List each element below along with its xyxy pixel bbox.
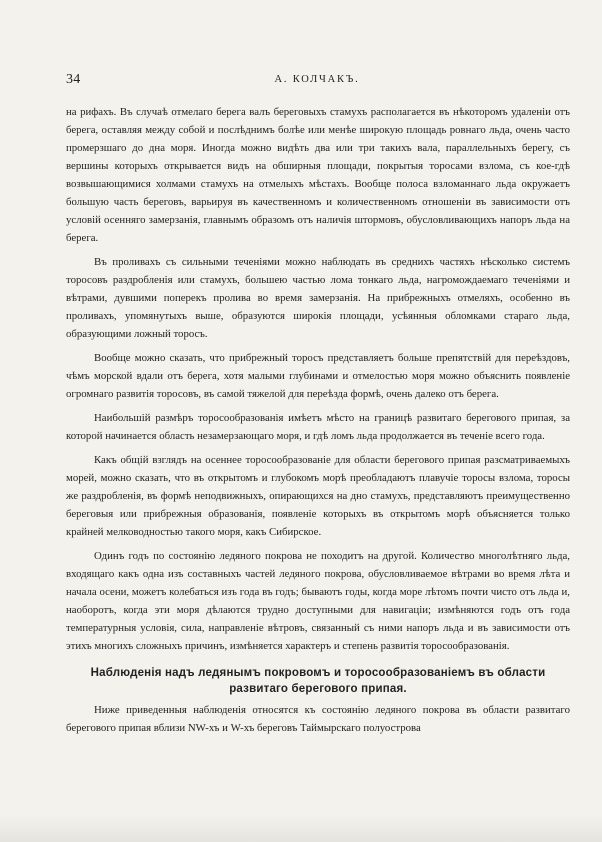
paragraph-2: Въ проливахъ съ сильными теченіями можно наблюдать въ среднихъ частяхъ нѣсколько системъ торосовъ раздробленія или стамухъ, большею частью лома тонкаго льда, нагромождаемаго теченіями и вѣтрами, дувшими поперекъ пролива во время замерзанія. На прибрежныхъ отмеляхъ, особенно въ проливахъ, упомянутыхъ выше, образуются широкія площади, усѣянныя обломками стараго льда, образующими ложный торосъ. bbox=[66, 256, 570, 340]
section-title: Наблюденія надъ ледянымъ покровомъ и торосообразованіемъ въ области развитаго берегового припая. bbox=[90, 667, 546, 695]
paragraph-6: Одинъ годъ по состоянію ледяного покрова не походитъ на другой. Количество многолѣтняго льда, входящаго какъ одна изъ составныхъ частей ледяного покрова, обусловливаемое вѣтрами во время лѣта и начала осени, можетъ колебаться изъ года въ годъ; бываютъ годы, когда море лѣтомъ почти чисто отъ льда и, наоборотъ, когда эти моря дѣлаются трудно доступными для навигаціи; измѣняются годъ отъ года температурныя условія, сила, направленіе вѣтровъ, связанный съ ними напоръ льда и въ зависимости отъ этихъ многихъ сложныхъ причинъ, измѣняется характеръ и степень развитія торосообразованія. bbox=[66, 550, 570, 652]
running-head: А. КОЛЧАКЪ. bbox=[274, 74, 360, 85]
paragraph-5: Какъ общій взглядъ на осеннее торосообразованіе для области берегового припая разсматриваемыхъ морей, можно сказать, что въ открытомъ и глубокомъ морѣ преобладаютъ плавучіе торосы взлома, торосы же раздробленія, въ формѣ неподвижныхъ, опирающихся на дно стамухъ, представляютъ преимущественно береговыя или прибрежныя образованія, появленіе которыхъ въ открытомъ морѣ объясняется только крайней мелководностью такого моря, какъ Сибирское. bbox=[66, 454, 570, 538]
page-header bbox=[66, 72, 568, 92]
closing-paragraph: Ниже приведенныя наблюденія относятся къ состоянію ледяного покрова въ области развитаго берегового припая вблизи NW-хъ и W-хъ береговъ Таймырскаго полуострова bbox=[66, 704, 570, 734]
paragraph-4: Наибольшій размѣръ торосообразованія имѣетъ мѣсто на границѣ развитаго берегового припая, за которой начинается область незамерзающаго моря, и гдѣ ломъ льда продолжается въ теченіе всего года. bbox=[66, 412, 570, 442]
page-content bbox=[66, 103, 570, 743]
page-number: 34 bbox=[66, 72, 81, 87]
paragraph-3: Вообще можно сказать, что прибрежный торосъ представляетъ больше препятствій для переѣздовъ, чѣмъ морской вдали отъ берега, хотя малыми глубинами и отмелостью моря можно объяснить появленіе огромнаго развитія торосовъ, въ самой тяжелой для переѣзда формѣ, очень далеко отъ берега. bbox=[66, 352, 570, 400]
paragraph-1: на рифахъ. Въ случаѣ отмелаго берега валъ береговыхъ стамухъ располагается въ нѣкоторомъ удаленіи отъ берега, оставляя между собой и послѣднимъ болѣе или менѣе широкую площадь ровнаго льда, очень часто промерзшаго до дна моря. Иногда можно видѣть два или три такихъ вала, параллельныхъ берегу, съ вершины которыхъ открывается видъ на обширныя площади, покрытыя торосами взлома, съ кое-гдѣ возвышающимися холмами стамухъ на отмелыхъ мѣстахъ. Вообще полоса взломаннаго льда окружаетъ большую часть береговъ, варьируя въ качественномъ и количественномъ отношеніи въ зависимости отъ условій осенняго замерзанія, главнымъ образомъ отъ наличія штормовъ, обусловливающихъ напоръ льда на берега. bbox=[66, 106, 570, 244]
page-bottom-shadow bbox=[0, 814, 602, 842]
